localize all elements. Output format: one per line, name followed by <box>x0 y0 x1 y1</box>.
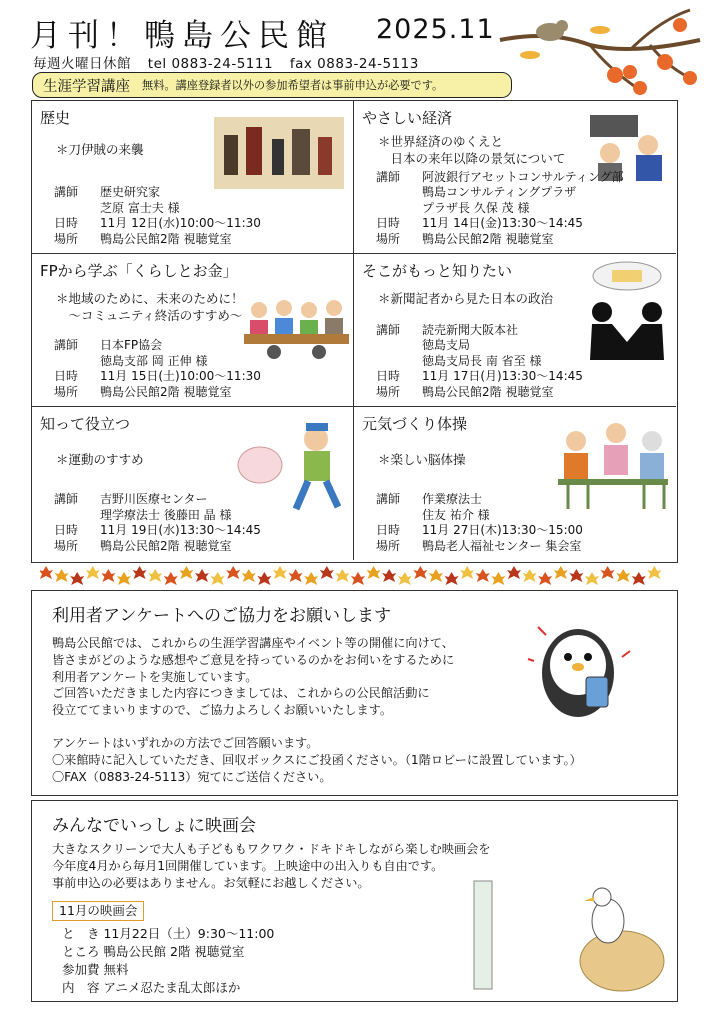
autumn-leaves-divider <box>40 566 670 586</box>
lecture-card <box>354 101 676 254</box>
lecturer: 読売新聞大阪本社 徳島支局 徳島支局長 南 省至 様 <box>422 322 542 368</box>
maple-leaf-icon <box>367 566 381 579</box>
lecture-grid <box>31 100 678 563</box>
survey-heading: 利用者アンケートへのご協力をお願いします <box>52 606 391 626</box>
maple-leaf-icon <box>304 572 318 585</box>
lecture-info <box>54 492 261 554</box>
maple-leaf-icon <box>382 569 396 582</box>
penguin-illustration <box>526 611 636 726</box>
maple-leaf-icon <box>335 569 349 582</box>
maple-leaf-icon <box>211 572 225 585</box>
persimmon-tree-illustration <box>490 0 710 100</box>
label-lecturer: 講師 <box>54 338 79 352</box>
maple-leaf-icon <box>40 566 53 579</box>
date: 11月 27日(木)13:30～15:00 <box>422 523 583 537</box>
place: 鴨島老人福祉センター 集会室 <box>422 538 582 553</box>
maple-leaf-icon <box>429 569 443 582</box>
maple-leaf-icon <box>242 569 256 582</box>
lecture-topic: ＊世界経済のゆくえと 日本の来年以降の景気について <box>378 134 566 166</box>
maple-leaf-icon <box>320 566 334 579</box>
place: 鴨島公民館2階 視聴覚室 <box>100 231 232 246</box>
lecture-card <box>354 254 676 407</box>
lecture-title: そこがもっと知りたい <box>362 262 513 280</box>
contact-line <box>33 52 431 72</box>
maple-leaf-icon <box>257 572 271 585</box>
fax: fax 0883-24-5113 <box>289 56 419 72</box>
survey-paragraph-1: 鴨島公民館では、これからの生涯学習講座やイベント等の開催に向けて、 皆さまがどのような感想やご意見を持っているのかをお伺いをするために 利用者アンケートを実施しています。 ご回答いただきました内容につきましては、これからの公民館活動に 役立ててまいりますので、ご協力よろしくお願いいたします。 <box>52 636 455 718</box>
label-lecturer: 講師 <box>54 492 79 506</box>
lecture-topic: ＊運動のすすめ <box>56 452 144 467</box>
maple-leaf-icon <box>601 566 615 579</box>
history-scroll-image <box>214 117 344 189</box>
label-place: 場所 <box>54 538 79 553</box>
label-lecturer: 講師 <box>376 169 401 184</box>
lifelong-learning-banner <box>32 72 512 98</box>
label-lecturer: 講師 <box>376 492 401 506</box>
movie-heading: みんなでいっしょに映画会 <box>52 816 256 836</box>
banner-title: 生涯学習講座 <box>43 78 130 95</box>
lecture-title: 歴史 <box>40 109 71 127</box>
lecture-info <box>54 338 261 400</box>
lecturer: 吉野川医療センター 理学療法士 後藤田 晶 様 <box>100 492 232 522</box>
newspaper-handshake-illustration <box>582 260 672 370</box>
place: 鴨島公民館2階 視聴覚室 <box>422 231 554 246</box>
lecturer: 作業療法士 住友 祐介 様 <box>422 492 490 522</box>
place: 鴨島公民館2階 視聴覚室 <box>422 384 554 399</box>
lecture-topic: ＊新聞記者から見た日本の政治 <box>378 291 554 306</box>
maple-leaf-icon <box>55 569 69 582</box>
lecturer: 歴史研究家 芝原 富士夫 様 <box>100 185 180 215</box>
place: 鴨島公民館2階 視聴覚室 <box>100 384 232 399</box>
movie-section <box>31 800 678 1002</box>
lecture-info <box>376 323 583 401</box>
lecture-card <box>354 407 676 560</box>
lecture-topic: ＊刀伊賊の来襲 <box>56 142 144 157</box>
lecture-title: FPから学ぶ「くらしとお金」 <box>40 262 238 280</box>
maple-leaf-icon <box>101 569 115 582</box>
maple-leaf-icon <box>226 566 240 579</box>
date: 11月 19日(水)13:30～14:45 <box>100 523 261 537</box>
date: 11月 15日(土)10:00～11:30 <box>100 369 261 383</box>
label-lecturer: 講師 <box>54 185 79 199</box>
maple-leaf-icon <box>632 572 646 585</box>
maple-leaf-icon <box>164 572 178 585</box>
movie-paragraph: 大きなスクリーンで大人も子どももワクワク・ドキドキしながら楽しむ映画会を 今年度4月から毎月1回開催しています。上映途中の出入りも自由です。 事前申込の必要はありません。お気軽にお越しください。 <box>52 842 491 890</box>
date: 11月 12日(水)10:00～11:30 <box>100 216 261 230</box>
maple-leaf-icon <box>538 572 552 585</box>
label-date: 日時 <box>54 216 79 230</box>
maple-leaf-icon <box>554 566 568 579</box>
maple-leaf-icon <box>476 569 490 582</box>
maple-leaf-icon <box>351 572 365 585</box>
label-place: 場所 <box>54 384 79 399</box>
maple-leaf-icon <box>523 569 537 582</box>
label-place: 場所 <box>54 231 79 246</box>
maple-leaf-icon <box>273 566 287 579</box>
label-date: 日時 <box>376 369 401 383</box>
maple-leaf-icon <box>398 572 412 585</box>
lecture-info <box>54 185 261 247</box>
maple-leaf-icon <box>117 572 131 585</box>
survey-section <box>31 590 678 796</box>
maple-leaf-icon <box>460 566 474 579</box>
lecture-card <box>32 407 354 560</box>
lecture-title: やさしい経済 <box>362 109 453 127</box>
movie-details: と き 11月22日（土）9:30～11:00 ところ 鴨島公民館 2階 視聴覚室 参加費 無料 内 容 アニメ忍たま乱太郎ほか <box>62 926 275 995</box>
maple-leaf-icon <box>616 569 630 582</box>
lecture-title: 元気づくり体操 <box>362 415 468 433</box>
closed-day: 毎週火曜日休館 <box>33 56 131 72</box>
issue-number: 2025.11 <box>376 14 495 45</box>
lecture-info <box>376 170 624 248</box>
place: 鴨島公民館2階 視聴覚室 <box>100 538 232 553</box>
bird-watching-screen-illustration <box>472 877 672 995</box>
maple-leaf-icon <box>569 569 583 582</box>
maple-leaf-icon <box>445 572 459 585</box>
maple-leaf-icon <box>86 566 100 579</box>
maple-leaf-icon <box>70 572 84 585</box>
label-date: 日時 <box>376 523 401 537</box>
maple-leaf-icon <box>133 566 147 579</box>
label-place: 場所 <box>376 538 401 553</box>
page-title: 月刊！鴨島公民館 <box>30 18 334 54</box>
maple-leaf-icon <box>507 566 521 579</box>
lecturer: 阿波銀行アセットコンサルティング部 鴨島コンサルティングプラザ プラザ長 久保 茂 様 <box>422 169 624 215</box>
maple-leaf-icon <box>491 572 505 585</box>
maple-leaf-icon <box>413 566 427 579</box>
date: 11月 14日(金)13:30～14:45 <box>422 216 583 230</box>
label-date: 日時 <box>54 369 79 383</box>
maple-leaf-icon <box>148 569 162 582</box>
lecture-card <box>32 101 354 254</box>
maple-leaf-icon <box>289 569 303 582</box>
lecture-card <box>32 254 354 407</box>
maple-leaf-icon <box>647 566 661 579</box>
date: 11月 17日(月)13:30～14:45 <box>422 369 583 383</box>
banner-note: 無料。講座登録者以外の参加希望者は事前申込が必要です。 <box>142 79 444 92</box>
lecture-info <box>376 492 583 554</box>
label-lecturer: 講師 <box>376 322 401 337</box>
lecture-topic: ＊地域のために、未来のために！ ～コミュニティ終活のすすめ～ <box>56 291 244 323</box>
movie-month-tag: 11月の映画会 <box>52 901 144 921</box>
tel: tel 0883-24-5111 <box>147 56 274 72</box>
lecturer: 日本FP協会 徳島支部 岡 正伸 様 <box>100 338 208 368</box>
maple-leaf-icon <box>585 572 599 585</box>
maple-leaf-icon <box>195 569 209 582</box>
label-place: 場所 <box>376 384 401 399</box>
maple-leaf-icon <box>179 566 193 579</box>
label-date: 日時 <box>54 523 79 537</box>
lecture-title: 知って役立つ <box>40 415 131 433</box>
survey-paragraph-2: アンケートはいずれかの方法でご回答願います。 〇来館時に記入していただき、回収ボックスにご投函ください。（1階ロビーに設置しています。） 〇FAX（0883-24-5113）宛てにご送信ください。 <box>52 736 582 784</box>
label-place: 場所 <box>376 231 401 246</box>
lecture-topic: ＊楽しい脳体操 <box>378 452 466 467</box>
label-date: 日時 <box>376 216 401 230</box>
